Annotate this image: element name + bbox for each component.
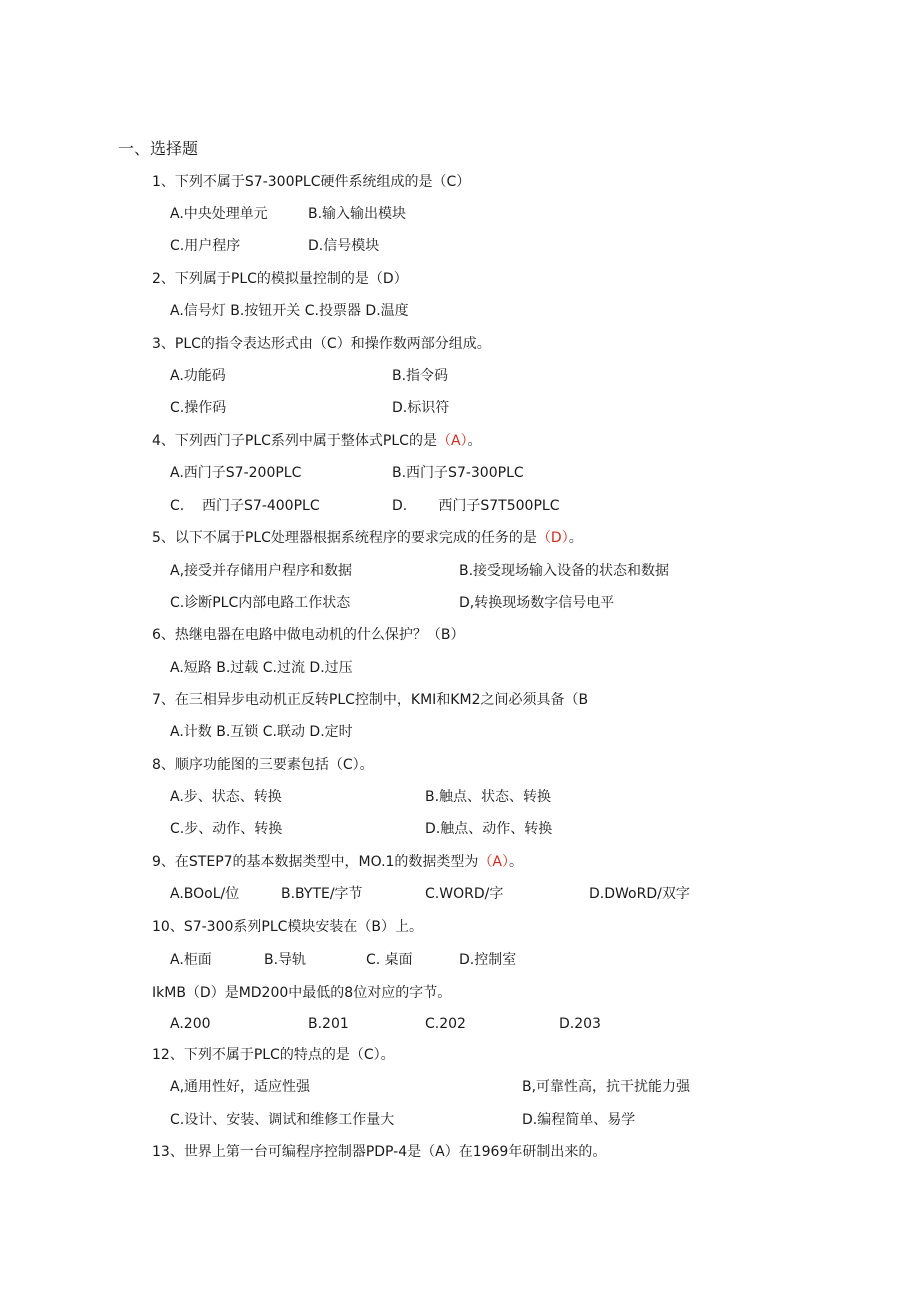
question-11-stem: IkMB（D）是MD200中最低的8位对应的字节。	[152, 985, 452, 1001]
question-11-option-d: D.203	[559, 1016, 601, 1032]
question-3-option-c: C.操作码	[170, 400, 227, 416]
question-2-options: A.信号灯 B.按钮开关 C.投票器 D.温度	[170, 303, 409, 319]
question-3-stem: 3、PLC的指令表达形式由（C）和操作数两部分组成。	[152, 336, 491, 352]
question-9-option-d: D.DWoRD/双字	[589, 886, 690, 902]
question-4-stem-end: 。	[467, 433, 482, 449]
question-5-option-a: A,接受并存储用户程序和数据	[170, 563, 353, 579]
question-12-option-b: B,可靠性高，抗干扰能力强	[522, 1079, 691, 1095]
question-13-stem: 13、世界上第一台可编程序控制器PDP-4是（A）在1969年研制出来的。	[152, 1144, 607, 1160]
question-9-option-b: B.BYTE/字节	[281, 886, 363, 902]
question-4-option-c: C. 西门子S7-400PLC	[170, 498, 320, 514]
question-4-stem-text: 4、下列西门子PLC系列中属于整体式PLC的是	[152, 433, 437, 449]
question-1-option-a: A.中央处理单元	[170, 206, 268, 222]
question-5-stem	[152, 528, 583, 548]
question-4-option-d: D. 西门子S7T500PLC	[392, 498, 560, 514]
question-12-stem: 12、下列不属于PLC的特点的是（C）。	[152, 1047, 395, 1063]
question-5-answer: （D）	[536, 530, 569, 546]
question-5-option-b: B.接受现场输入设备的状态和数据	[459, 563, 670, 579]
question-4-option-b: B.西门子S7-300PLC	[392, 465, 524, 481]
question-2-stem: 2、下列属于PLC的模拟量控制的是（D）	[152, 271, 408, 287]
question-9-stem-text: 9、在STEP7的基本数据类型中，MO.1的数据类型为	[152, 854, 479, 870]
question-11-option-c: C.202	[425, 1016, 466, 1032]
question-5-stem-text: 5、以下不属于PLC处理器根据系统程序的要求完成的任务的是	[152, 530, 537, 546]
question-8-option-d: D.触点、动作、转换	[425, 821, 553, 837]
question-10-option-a: A.柜面	[170, 952, 212, 968]
question-12-option-d: D.编程简单、易学	[522, 1112, 636, 1128]
question-5-option-c: C.诊断PLC内部电路工作状态	[170, 595, 351, 611]
question-9-answer: （A）	[478, 854, 510, 870]
question-1-stem: 1、下列不属于S7-300PLC硬件系统组成的是（C）	[152, 174, 471, 190]
question-4-stem	[152, 431, 482, 451]
question-3-option-d: D.标识符	[392, 400, 450, 416]
question-12-option-c: C.设计、安装、调试和维修工作量大	[170, 1112, 395, 1128]
question-9-stem-end: 。	[509, 854, 524, 870]
question-4-answer: （A）	[436, 433, 468, 449]
question-7-stem: 7、在三相异步电动机正反转PLC控制中，KMI和KM2之间必须具备（B	[152, 692, 589, 708]
question-1-option-c: C.用户程序	[170, 238, 241, 254]
question-11-option-b: B.201	[308, 1016, 349, 1032]
question-6-stem: 6、热继电器在电路中做电动机的什么保护？（B）	[152, 627, 465, 643]
question-6-options: A.短路 B.过载 C.过流 D.过压	[170, 660, 353, 676]
question-5-stem-end: 。	[568, 530, 583, 546]
question-8-option-a: A.步、状态、转换	[170, 789, 282, 805]
question-8-option-c: C.步、动作、转换	[170, 821, 283, 837]
question-7-options: A.计数 B.互锁 C.联动 D.定时	[170, 724, 353, 740]
question-10-option-c: C. 桌面	[366, 952, 413, 968]
question-8-option-b: B.触点、状态、转换	[425, 789, 552, 805]
question-12-option-a: A,通用性好，适应性强	[170, 1079, 311, 1095]
question-3-option-b: B.指令码	[392, 368, 449, 384]
question-8-stem: 8、顺序功能图的三要素包括（C）。	[152, 757, 374, 773]
question-11-option-a: A.200	[170, 1016, 211, 1032]
question-3-option-a: A.功能码	[170, 368, 226, 384]
question-5-option-d: D,转换现场数字信号电平	[459, 595, 615, 611]
question-9-stem	[152, 852, 523, 872]
question-1-option-b: B.输入输出模块	[308, 206, 407, 222]
question-10-option-d: D.控制室	[459, 952, 517, 968]
question-1-option-d: D.信号模块	[308, 238, 380, 254]
question-10-option-b: B.导轨	[264, 952, 307, 968]
question-10-stem: 10、S7-300系列PLC模块安装在（B）上。	[152, 919, 424, 935]
question-4-option-a: A.西门子S7-200PLC	[170, 465, 302, 481]
question-9-option-a: A.BOoL/位	[170, 886, 240, 902]
section-title: 一、选择题	[118, 139, 199, 158]
question-9-option-c: C.WORD/字	[425, 886, 504, 902]
